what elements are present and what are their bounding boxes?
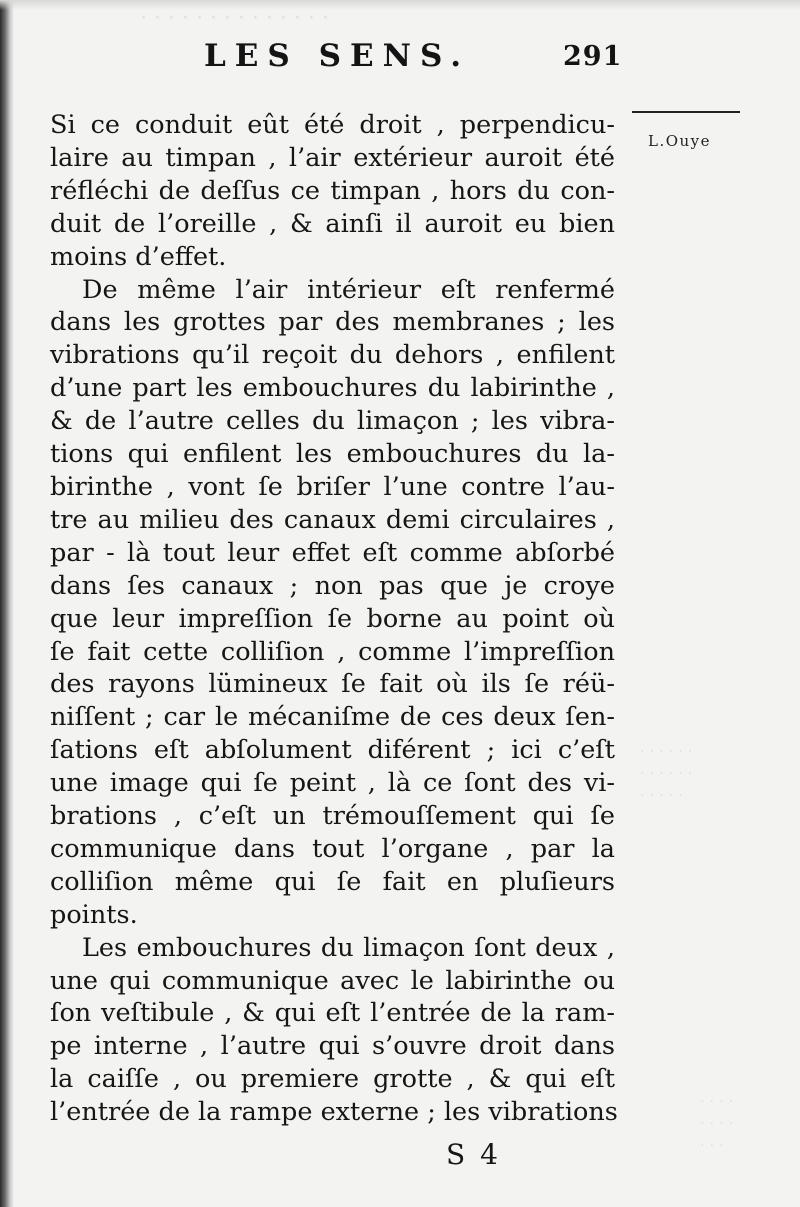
signature-mark: S 4 [446,1138,501,1171]
text-line: De même l’air intérieur eſt renfermé [82,274,615,305]
text-line: Si ce conduit eût été droit , perpendicu- [50,110,615,140]
page-number: 291 [563,41,623,72]
text-line: vibrations qu’il reçoit du dehors , enfilent [50,340,615,371]
text-line: réfléchi de deſſus ce timpan , hors du con- [50,175,615,206]
text-line: ſe fait cette colliſion , comme l’impreſſion [50,636,615,667]
text-line: & de l’autre celles du limaçon ; les vibra- [50,406,615,437]
show-through: · · · · · · · · · · · · · · [140,6,329,31]
text-line: brations , c’eſt un trémouſſement qui ſe [50,801,615,832]
text-line: ſations eſt abſolument diférent ; ici c’eſt [50,735,615,766]
page-gutter-shadow [0,0,14,1207]
text-line: moins d’effet. [50,241,227,272]
text-line: Les embouchures du limaçon ſont deux , [82,932,615,963]
text-line: birinthe , vont ſe briſer l’une contre l’au- [50,471,615,502]
text-line: duit de l’oreille , & ainſi il auroit eu bien [50,208,615,239]
text-line: dans les grottes par des membranes ; les [50,307,615,338]
text-line: points. [50,899,138,930]
text-line: que leur impreſſion ſe borne au point où [50,603,615,634]
running-head: LES SENS. [204,38,471,74]
text-line: pe interne , l’autre qui s’ouvre droit dans [50,1031,615,1062]
text-line: des rayons lümineux ſe fait où ils ſe réü- [50,669,615,700]
text-line: ſon veſtibule , & qui eſt l’entrée de la ram- [50,998,615,1029]
text-line: dans ſes canaux ; non pas que je croye [50,570,615,601]
text-line: l’entrée de la rampe externe ; les vibrations [50,1097,618,1128]
margin-note: L.Ouye [648,132,712,150]
text-line: la caiſſe , ou premiere grotte , & qui eſt [50,1064,615,1095]
text-line: une image qui ſe peint , là ce ſont des vi- [50,768,615,799]
show-through: · · · · · · · · · · · [700,1092,734,1154]
text-line: tions qui enfilent les embouchures du la- [50,439,615,470]
margin-rule [632,111,740,113]
text-line: laire au timpan , l’air extérieur auroit été [50,142,615,173]
text-line: d’une part les embouchures du labirinthe , [50,373,615,404]
text-line: colliſion même qui ſe fait en pluſieurs [50,866,615,897]
text-line: niſſent ; car le mécaniſme de ces deux ſen- [50,702,615,733]
show-through: · · · · · · · · · · · · · · · · · [640,742,693,804]
text-line: communique dans tout l’organe , par la [50,833,615,864]
text-line: par - là tout leur effet eſt comme abſorbé [50,537,615,568]
body-text [50,109,618,1129]
text-line: tre au milieu des canaux demi circulaires , [50,504,615,535]
text-line: une qui communique avec le labirinthe ou [50,965,615,996]
page-top-edge [0,0,800,10]
